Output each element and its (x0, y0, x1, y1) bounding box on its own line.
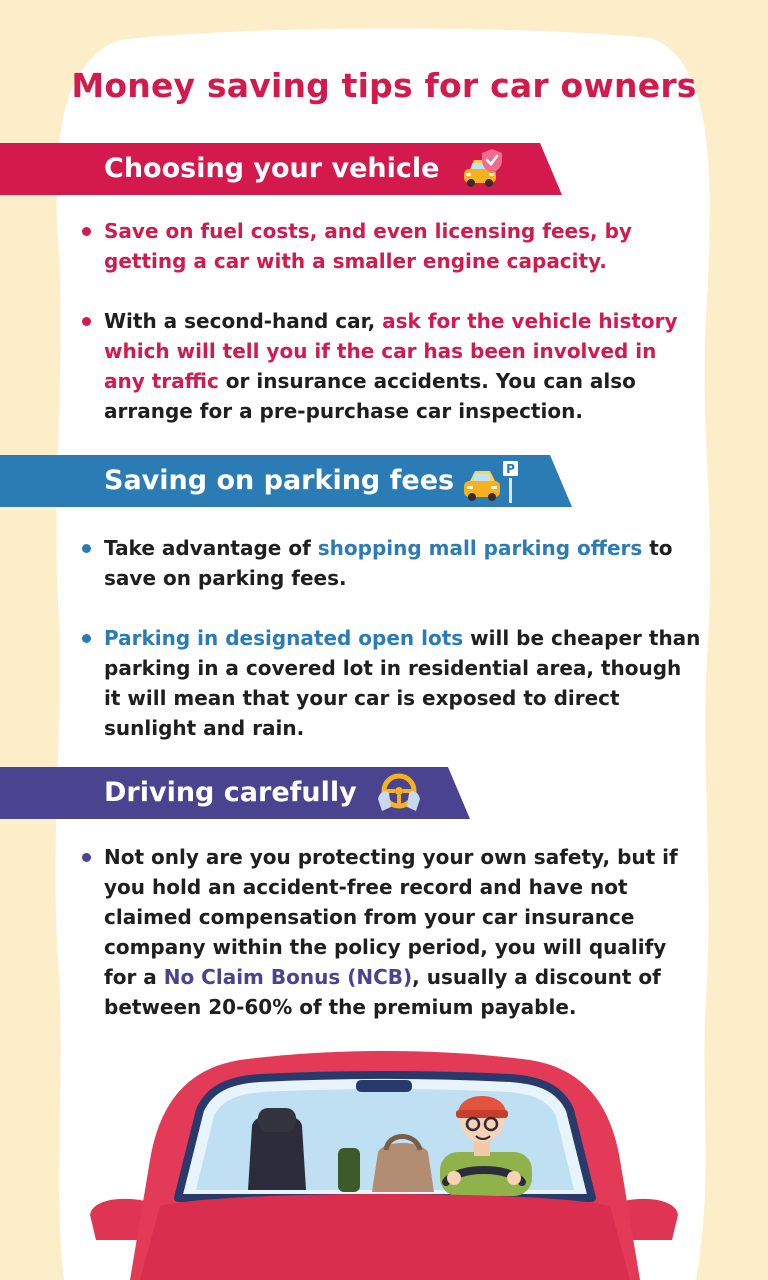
bullet-dot (82, 544, 91, 553)
list-item: Parking in designated open lots will be cheaper than parking in a covered lot in residential area, though it will mean that your car is exposed to direct sunlight and rain. (82, 623, 702, 743)
section-banner-parking-fees (0, 455, 572, 507)
driver-neck (474, 1140, 490, 1156)
parking-sign-letter: P (506, 462, 515, 476)
bullet-dot (82, 227, 91, 236)
page-title: Money saving tips for car owners (71, 66, 697, 105)
bag (372, 1143, 434, 1192)
section-list-choosing-vehicle (82, 216, 702, 426)
driver-hand-right (507, 1171, 521, 1185)
section-banner-driving-carefully (0, 767, 470, 819)
beanie-rim (456, 1110, 508, 1118)
section-banner-choosing-vehicle (0, 143, 562, 195)
seat-headrest (258, 1108, 296, 1132)
list-item: Not only are you protecting your own safety, but if you hold an accident-free record and have not claimed compensation from your car insurance company within the policy period, you will qualify for a No Claim Bonus (NCB), usually a discount of between 20-60% of the premium payable. (82, 842, 702, 1022)
section-heading: Saving on parking fees (104, 465, 455, 496)
car-parking-sign-icon (460, 457, 524, 505)
list-item: Save on fuel costs, and even licensing fees, by getting a car with a smaller engine capacity. (82, 216, 702, 276)
car-driver-illustration (0, 1040, 768, 1280)
section-list-parking-fees (82, 533, 702, 743)
list-item: With a second-hand car, ask for the vehicle history which will tell you if the car has been involved in any traffic or insurance accidents. You can also arrange for a pre-purchase car inspection. (82, 306, 702, 426)
driver-hand-left (447, 1171, 461, 1185)
list-item: Take advantage of shopping mall parking offers to save on parking fees. (82, 533, 702, 593)
bullet-dot (82, 853, 91, 862)
section-heading: Choosing your vehicle (104, 153, 440, 184)
rearview-mirror (356, 1080, 412, 1092)
bullet-dot (82, 634, 91, 643)
section-list-driving-carefully (82, 842, 702, 1022)
car-shield-icon (458, 145, 508, 193)
section-heading: Driving carefully (104, 777, 357, 808)
bottle (338, 1148, 360, 1192)
bullet-dot (82, 317, 91, 326)
car-hood (140, 1194, 630, 1280)
steering-wheel-hands-icon (374, 769, 424, 817)
